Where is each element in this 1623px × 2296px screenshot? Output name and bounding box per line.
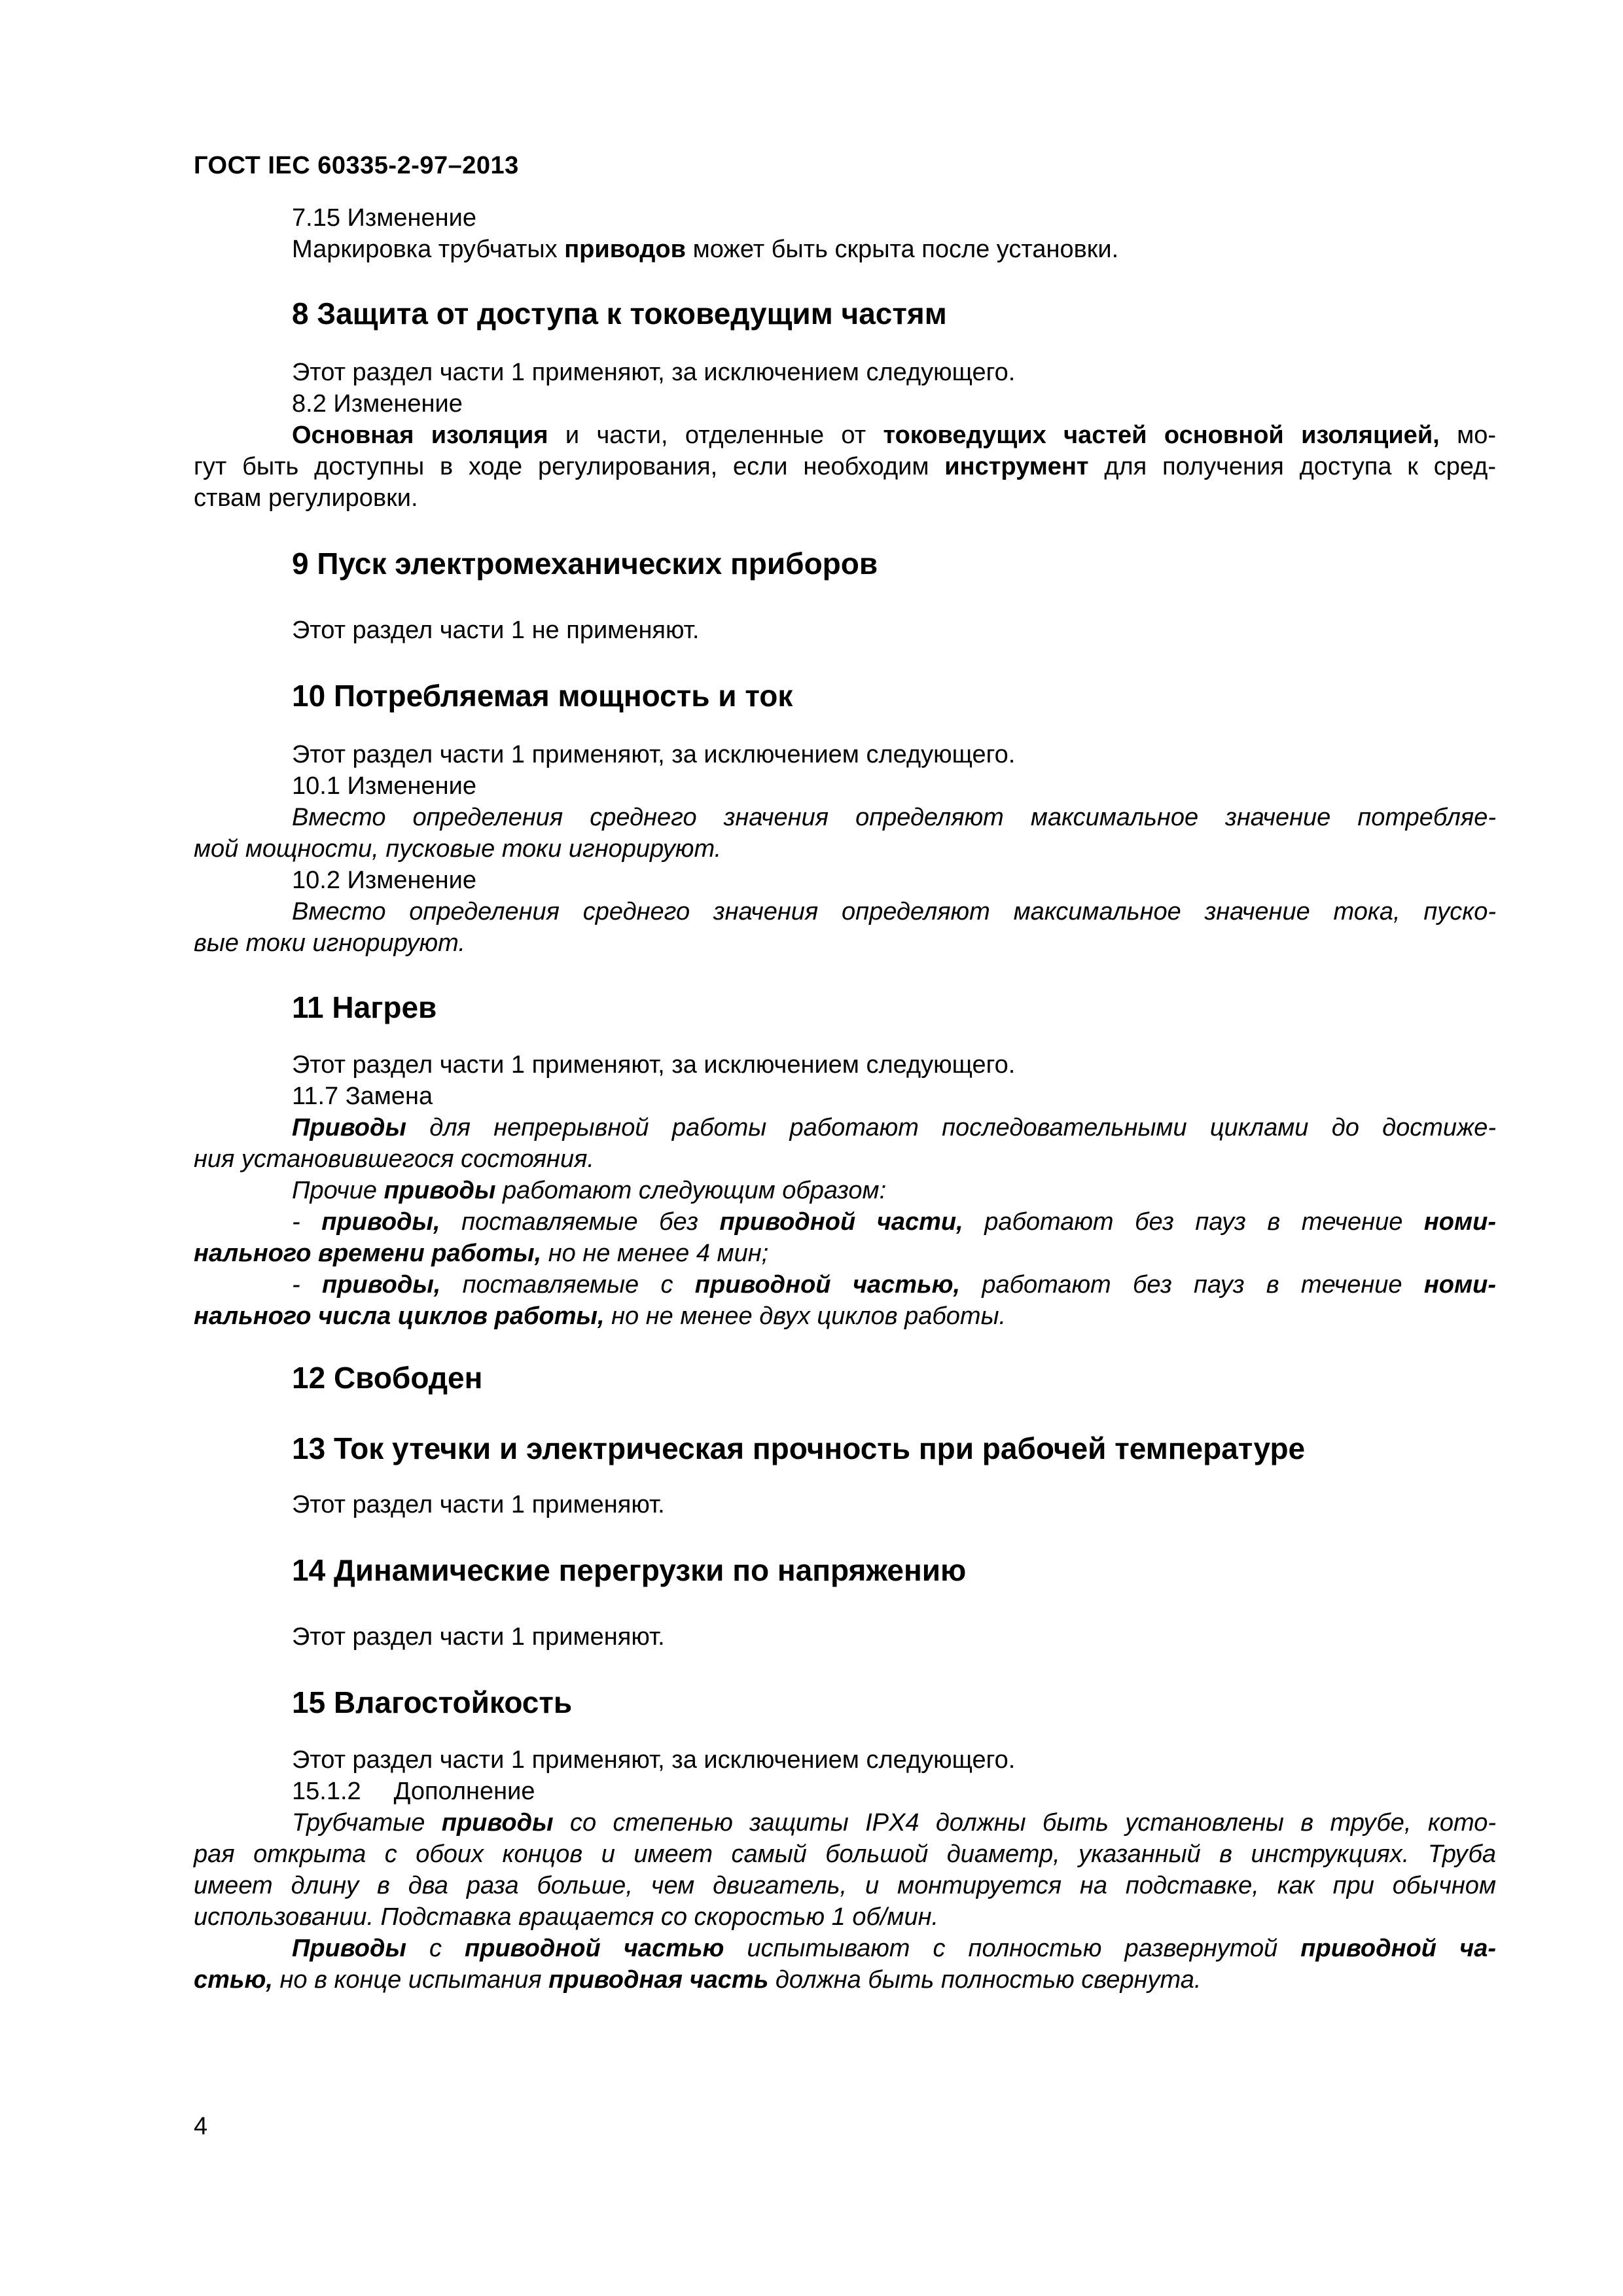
section-15-intro: Этот раздел части 1 применяют, за исключением следующего. — [292, 1746, 1016, 1774]
clause-8-2-line-1: Основная изоляция и части, отделенные от токоведущих частей основной изоляцией, мо- — [292, 422, 1496, 449]
clause-11-7: 11.7 Замена — [292, 1083, 433, 1110]
clause-7-15-text: Маркировка трубчатых приводов может быть скрыта после установки. — [292, 236, 1119, 263]
clause-7-15: 7.15 Изменение — [292, 204, 476, 232]
section-10-title: 10 Потребляемая мощность и ток — [292, 679, 793, 713]
section-10-intro: Этот раздел части 1 применяют, за исключением следующего. — [292, 741, 1016, 768]
clause-15-1-2-line-2: рая открыта с обоих концов и имеет самый большой диаметр, указанный в инструкциях. Труба — [194, 1840, 1496, 1868]
section-13-title: 13 Ток утечки и электрическая прочность при рабочей температуре — [292, 1431, 1306, 1465]
section-12-title: 12 Свободен — [292, 1361, 483, 1395]
section-11-intro: Этот раздел части 1 применяют, за исключением следующего. — [292, 1051, 1016, 1079]
clause-10-2: 10.2 Изменение — [292, 867, 476, 894]
clause-8-2-line-3: ствам регулировки. — [194, 484, 418, 512]
clause-11-7-line-7: нального числа циклов работы, но не менее двух циклов работы. — [194, 1302, 1007, 1330]
clause-15-1-2-line-5: Приводы с приводной частью испытывают с полностью развернутой приводной ча- — [292, 1935, 1496, 1962]
clause-11-7-line-5: нального времени работы, но не менее 4 мин; — [194, 1240, 769, 1267]
section-13-text: Этот раздел части 1 применяют. — [292, 1491, 665, 1518]
clause-10-2-line-1: Вместо определения среднего значения определяют максимальное значение тока, пуско- — [292, 898, 1496, 925]
page-number: 4 — [194, 2113, 208, 2140]
clause-15-1-2: 15.1.2 Дополнение — [292, 1778, 535, 1805]
document-header: ГОСТ IEC 60335-2-97–2013 — [194, 152, 519, 179]
clause-11-7-line-1: Приводы для непрерывной работы работают последовательными циклами до достиже- — [292, 1114, 1496, 1141]
clause-8-2: 8.2 Изменение — [292, 390, 463, 418]
section-8-title: 8 Защита от доступа к токоведущим частям — [292, 296, 947, 331]
clause-10-1-line-2: мой мощности, пусковые токи игнорируют. — [194, 835, 722, 863]
clause-15-1-2-line-6: стью, но в конце испытания приводная часть должна быть полностью свернута. — [194, 1966, 1202, 1994]
clause-15-1-2-line-4: использовании. Подставка вращается со скоростью 1 об/мин. — [194, 1903, 939, 1931]
section-9-text: Этот раздел части 1 не применяют. — [292, 617, 700, 644]
clause-11-7-line-6: - приводы, поставляемые с приводной частью, работают без пауз в течение номи- — [292, 1271, 1496, 1299]
clause-11-7-line-2: ния установившегося состояния. — [194, 1145, 594, 1173]
section-11-title: 11 Нагрев — [292, 990, 437, 1024]
clause-10-1-line-1: Вместо определения среднего значения определяют максимальное значение потребляе- — [292, 804, 1496, 831]
section-9-title: 9 Пуск электромеханических приборов — [292, 547, 878, 581]
clause-15-1-2-line-3: имеет длину в два раза больше, чем двигатель, и монтируется на подставке, как при обычном — [194, 1872, 1496, 1899]
section-8-intro: Этот раздел части 1 применяют, за исключением следующего. — [292, 359, 1016, 386]
clause-10-2-line-2: вые токи игнорируют. — [194, 929, 465, 957]
clause-15-1-2-line-1: Трубчатые приводы со степенью защиты IPX4 должны быть установлены в трубе, кото- — [292, 1809, 1496, 1837]
clause-11-7-line-3: Прочие приводы работают следующим образом: — [292, 1177, 887, 1204]
clause-10-1: 10.1 Изменение — [292, 772, 476, 800]
clause-11-7-line-4: - приводы, поставляемые без приводной части, работают без пауз в течение номи- — [292, 1208, 1496, 1236]
clause-8-2-line-2: гут быть доступны в ходе регулирования, если необходим инструмент для получения доступа к сред- — [194, 453, 1496, 480]
section-15-title: 15 Влагостойкость — [292, 1685, 573, 1719]
section-14-text: Этот раздел части 1 применяют. — [292, 1623, 665, 1651]
section-14-title: 14 Динамические перегрузки по напряжению — [292, 1553, 967, 1587]
